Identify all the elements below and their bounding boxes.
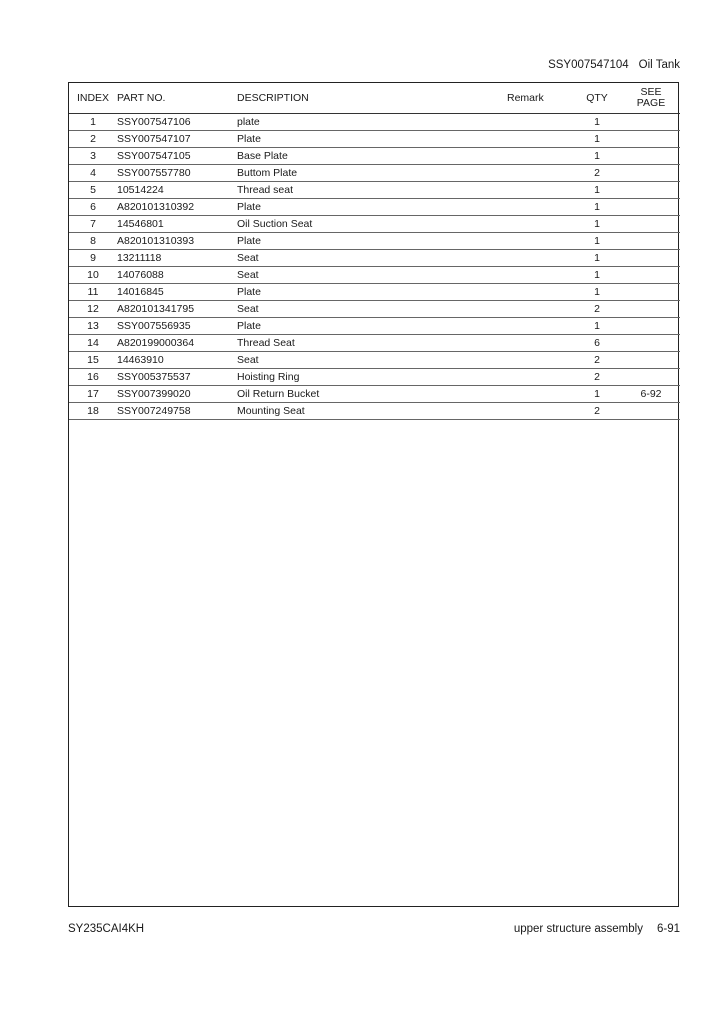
row-part-no: A820199000364 <box>117 335 237 352</box>
row-qty: 2 <box>572 165 622 182</box>
row-part-no: SSY007557780 <box>117 165 237 182</box>
footer-model: SY235CAI4KH <box>68 923 145 935</box>
row-see-page <box>622 199 680 216</box>
row-see-page <box>622 335 680 352</box>
row-qty: 2 <box>572 301 622 318</box>
parts-list-frame <box>68 82 679 907</box>
header-part-code: SSY007547104 <box>548 59 629 71</box>
row-part-no: 13211118 <box>117 250 237 267</box>
row-index: 18 <box>69 403 117 420</box>
table-row <box>69 335 680 352</box>
row-description: Plate <box>237 284 507 301</box>
row-description: Seat <box>237 267 507 284</box>
row-part-no: SSY007547107 <box>117 131 237 148</box>
row-qty: 6 <box>572 335 622 352</box>
row-index: 17 <box>69 386 117 403</box>
row-see-page <box>622 403 680 420</box>
table-body <box>69 114 680 420</box>
row-part-no: 14546801 <box>117 216 237 233</box>
table-row <box>69 301 680 318</box>
row-remark <box>507 199 572 216</box>
row-see-page <box>622 318 680 335</box>
row-index: 12 <box>69 301 117 318</box>
row-see-page <box>622 114 680 131</box>
table-row <box>69 250 680 267</box>
row-remark <box>507 114 572 131</box>
header-description: DESCRIPTION <box>237 83 507 114</box>
row-description: Hoisting Ring <box>237 369 507 386</box>
row-qty: 1 <box>572 284 622 301</box>
table-row <box>69 267 680 284</box>
row-see-page <box>622 250 680 267</box>
row-index: 4 <box>69 165 117 182</box>
row-index: 9 <box>69 250 117 267</box>
row-part-no: SSY007399020 <box>117 386 237 403</box>
row-description: Thread seat <box>237 182 507 199</box>
header-page: PAGE <box>636 97 666 109</box>
parts-table <box>69 83 680 420</box>
header-title: Oil Tank <box>638 59 680 71</box>
row-see-page <box>622 369 680 386</box>
row-part-no: SSY007547105 <box>117 148 237 165</box>
row-part-no: SSY005375537 <box>117 369 237 386</box>
row-description: Base Plate <box>237 148 507 165</box>
row-description: Plate <box>237 131 507 148</box>
row-see-page <box>622 131 680 148</box>
row-index: 11 <box>69 284 117 301</box>
row-remark <box>507 250 572 267</box>
row-qty: 2 <box>572 369 622 386</box>
row-description: plate <box>237 114 507 131</box>
row-see-page <box>622 267 680 284</box>
row-see-page: 6-92 <box>622 386 680 403</box>
header-qty: QTY <box>572 83 622 114</box>
row-description: Oil Return Bucket <box>237 386 507 403</box>
row-part-no: A820101310393 <box>117 233 237 250</box>
row-part-no: SSY007249758 <box>117 403 237 420</box>
row-index: 3 <box>69 148 117 165</box>
row-description: Seat <box>237 352 507 369</box>
row-see-page <box>622 148 680 165</box>
table-row <box>69 131 680 148</box>
row-remark <box>507 369 572 386</box>
row-description: Thread Seat <box>237 335 507 352</box>
page-header <box>548 59 680 71</box>
row-description: Plate <box>237 233 507 250</box>
row-qty: 1 <box>572 216 622 233</box>
table-row <box>69 182 680 199</box>
row-part-no: 14463910 <box>117 352 237 369</box>
row-part-no: 14076088 <box>117 267 237 284</box>
row-index: 2 <box>69 131 117 148</box>
row-qty: 1 <box>572 148 622 165</box>
row-qty: 1 <box>572 318 622 335</box>
row-qty: 2 <box>572 352 622 369</box>
table-row <box>69 284 680 301</box>
row-description: Oil Suction Seat <box>237 216 507 233</box>
row-qty: 1 <box>572 386 622 403</box>
header-part-no: PART NO. <box>117 83 237 114</box>
row-see-page <box>622 284 680 301</box>
row-qty: 1 <box>572 199 622 216</box>
header-remark: Remark <box>507 83 572 114</box>
table-row <box>69 386 680 403</box>
row-index: 16 <box>69 369 117 386</box>
row-remark <box>507 182 572 199</box>
table-row <box>69 403 680 420</box>
table-row <box>69 216 680 233</box>
row-qty: 1 <box>572 131 622 148</box>
row-description: Plate <box>237 318 507 335</box>
row-remark <box>507 267 572 284</box>
row-remark <box>507 318 572 335</box>
row-qty: 2 <box>572 403 622 420</box>
row-remark <box>507 284 572 301</box>
row-qty: 1 <box>572 267 622 284</box>
row-remark <box>507 233 572 250</box>
footer-page-number: 6-91 <box>656 923 680 935</box>
row-qty: 1 <box>572 250 622 267</box>
row-description: Seat <box>237 301 507 318</box>
row-qty: 1 <box>572 233 622 250</box>
row-see-page <box>622 352 680 369</box>
table-row <box>69 148 680 165</box>
row-index: 6 <box>69 199 117 216</box>
row-see-page <box>622 182 680 199</box>
footer-section: upper structure assembly <box>513 923 643 935</box>
table-row <box>69 114 680 131</box>
row-description: Seat <box>237 250 507 267</box>
row-part-no: A820101341795 <box>117 301 237 318</box>
header-index: INDEX <box>69 83 117 114</box>
row-see-page <box>622 165 680 182</box>
row-remark <box>507 335 572 352</box>
row-qty: 1 <box>572 182 622 199</box>
page-footer <box>514 923 680 935</box>
row-part-no: A820101310392 <box>117 199 237 216</box>
row-see-page <box>622 233 680 250</box>
row-index: 8 <box>69 233 117 250</box>
row-index: 10 <box>69 267 117 284</box>
row-index: 7 <box>69 216 117 233</box>
row-see-page <box>622 216 680 233</box>
row-description: Buttom Plate <box>237 165 507 182</box>
row-remark <box>507 165 572 182</box>
table-row <box>69 318 680 335</box>
row-see-page <box>622 301 680 318</box>
row-remark <box>507 352 572 369</box>
row-index: 1 <box>69 114 117 131</box>
header-see: SEE <box>640 86 662 98</box>
row-index: 5 <box>69 182 117 199</box>
row-part-no: SSY007547106 <box>117 114 237 131</box>
table-header-row <box>69 83 680 114</box>
row-part-no: 10514224 <box>117 182 237 199</box>
row-remark <box>507 386 572 403</box>
row-remark <box>507 148 572 165</box>
row-remark <box>507 301 572 318</box>
row-index: 13 <box>69 318 117 335</box>
table-row <box>69 233 680 250</box>
row-index: 14 <box>69 335 117 352</box>
row-index: 15 <box>69 352 117 369</box>
row-qty: 1 <box>572 114 622 131</box>
row-part-no: SSY007556935 <box>117 318 237 335</box>
header-see-page <box>622 83 680 114</box>
row-remark <box>507 131 572 148</box>
row-remark <box>507 403 572 420</box>
table-row <box>69 199 680 216</box>
row-part-no: 14016845 <box>117 284 237 301</box>
row-remark <box>507 216 572 233</box>
table-row <box>69 165 680 182</box>
table-row <box>69 352 680 369</box>
table-row <box>69 369 680 386</box>
row-description: Mounting Seat <box>237 403 507 420</box>
row-description: Plate <box>237 199 507 216</box>
